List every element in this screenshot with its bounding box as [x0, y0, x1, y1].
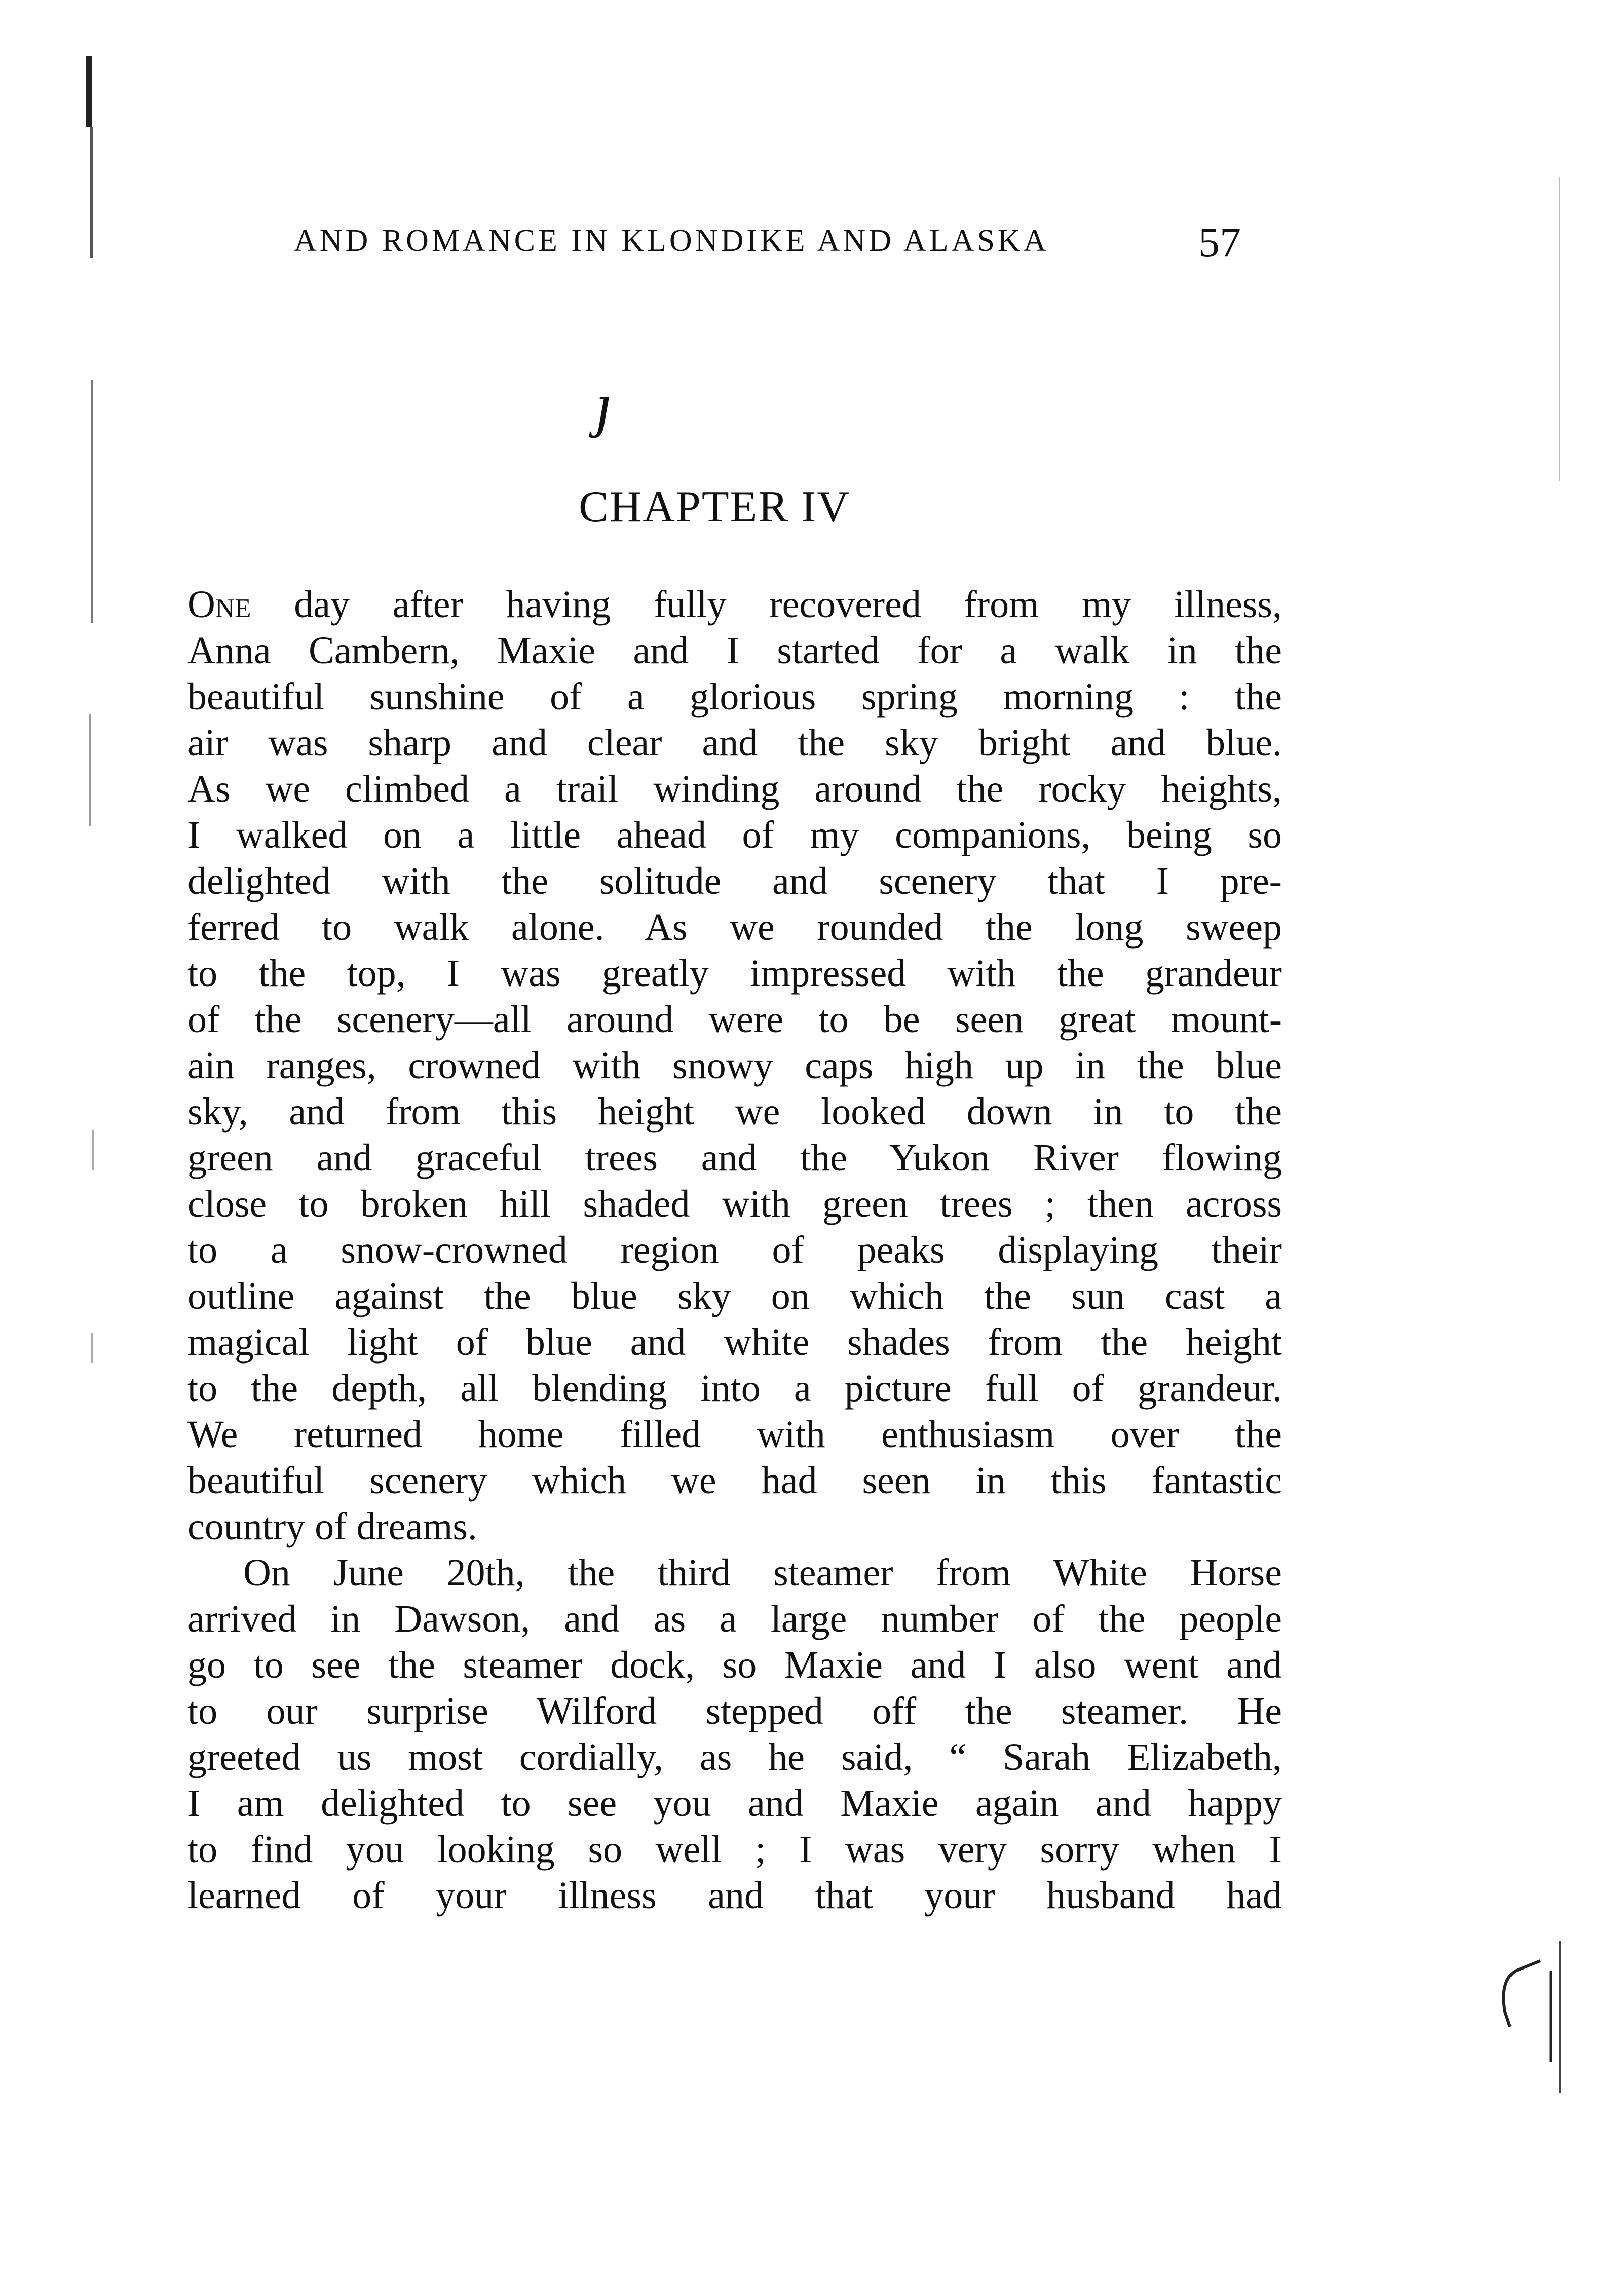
- text-line: arrived in Dawson, and as a large number of the people: [187, 1598, 1282, 1640]
- text-line: greeted us most cordially, as he said, “ Sarah Elizabeth,: [187, 1736, 1282, 1778]
- text-line: outline against the blue sky on which the sun cast a: [187, 1275, 1282, 1317]
- chapter-title: CHAPTER IV: [579, 482, 850, 532]
- text-line: One day after having fully recovered from my illness,: [187, 583, 1282, 626]
- text-line: I walked on a little ahead of my companions, being so: [187, 814, 1282, 856]
- chapter-ornament: ȷ: [595, 371, 613, 438]
- text-line: We returned home filled with enthusiasm over the: [187, 1413, 1282, 1456]
- text-line: air was sharp and clear and the sky bright and blue.: [187, 722, 1282, 764]
- corner-bracket-mark: [1480, 1951, 1556, 2067]
- text-line: sky, and from this height we looked down in to the: [187, 1090, 1282, 1133]
- text-line: go to see the steamer dock, so Maxie and I also went and: [187, 1644, 1282, 1686]
- body-text: [187, 582, 1282, 1919]
- opening-word: One: [187, 583, 251, 626]
- text-line: beautiful sunshine of a glorious spring morning : the: [187, 675, 1282, 718]
- page-number: 57: [1198, 219, 1241, 266]
- text-line: learned of your illness and that your husband had: [187, 1874, 1282, 1917]
- text-line: green and graceful trees and the Yukon River flowing: [187, 1137, 1282, 1179]
- text-line: to our surprise Wilford stepped off the steamer. He: [187, 1690, 1282, 1732]
- text-line: ain ranges, crowned with snowy caps high up in the blue: [187, 1044, 1282, 1087]
- scan-edge-artifact-left: [76, 56, 111, 1626]
- text-line: I am delighted to see you and Maxie again and happy: [187, 1782, 1282, 1825]
- text-line: to a snow-crowned region of peaks displaying their: [187, 1229, 1282, 1271]
- scan-edge-artifact-right: [1553, 177, 1568, 2103]
- running-head: AND ROMANCE IN KLONDIKE AND ALASKA: [294, 223, 1049, 258]
- text-line: to the top, I was greatly impressed with the grandeur: [187, 952, 1282, 995]
- text-line: On June 20th, the third steamer from White Horse: [243, 1551, 1282, 1594]
- text-line: to the depth, all blending into a picture full of grandeur.: [187, 1367, 1282, 1410]
- text-line: to find you looking so well ; I was very sorry when I: [187, 1828, 1282, 1871]
- text-line: of the scenery—all around were to be seen great mount-: [187, 998, 1282, 1041]
- text-line: delighted with the solitude and scenery that I pre-: [187, 860, 1282, 902]
- text-line: beautiful scenery which we had seen in this fantastic: [187, 1459, 1282, 1502]
- text-line: country of dreams.: [187, 1505, 477, 1548]
- text-line: Anna Cambern, Maxie and I started for a walk in the: [187, 629, 1282, 672]
- text-line: ferred to walk alone. As we rounded the long sweep: [187, 906, 1282, 949]
- text-line: magical light of blue and white shades from the height: [187, 1321, 1282, 1364]
- text-line: As we climbed a trail winding around the rocky heights,: [187, 768, 1282, 810]
- text-line: close to broken hill shaded with green trees ; then across: [187, 1183, 1282, 1225]
